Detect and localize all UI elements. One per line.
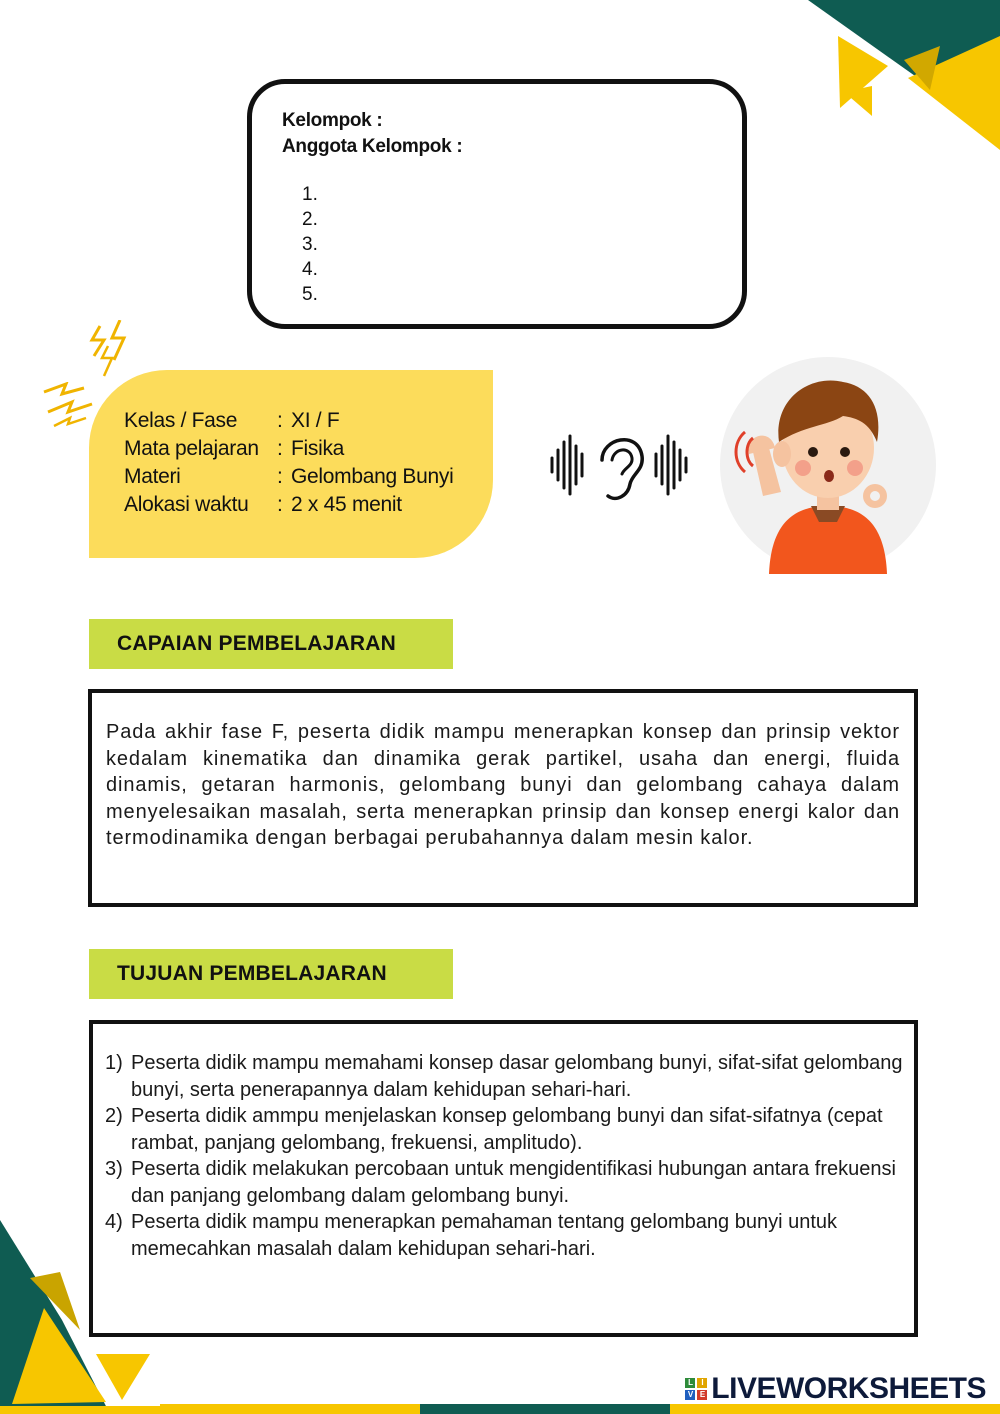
- member-number: 5.: [302, 284, 318, 305]
- member-list: [302, 182, 318, 307]
- tujuan-item: [105, 1209, 904, 1262]
- tujuan-text: Peserta didik melakukan percobaan untuk mengidentifikasi hubungan antara frekuensi dan panjang gelombang dalam gelombang bunyi.: [131, 1158, 896, 1207]
- group-box: [247, 79, 747, 329]
- info-key: Alokasi waktu: [124, 493, 249, 516]
- capaian-heading: CAPAIAN PEMBELAJARAN: [89, 619, 453, 669]
- member-number: 1.: [302, 184, 318, 205]
- info-separator: :: [277, 465, 283, 488]
- anggota-label: Anggota Kelompok :: [282, 136, 463, 157]
- tujuan-heading: TUJUAN PEMBELAJARAN: [89, 949, 453, 999]
- capaian-box: [88, 689, 918, 907]
- tujuan-number: 2): [105, 1105, 123, 1127]
- info-row: [124, 407, 339, 435]
- member-number: 3.: [302, 234, 318, 255]
- tujuan-item: [105, 1156, 904, 1209]
- class-info-panel: [89, 370, 493, 558]
- tujuan-list: [105, 1050, 904, 1262]
- top-right-decoration: [780, 0, 1000, 160]
- tujuan-number: 1): [105, 1052, 123, 1074]
- logo-letter: L: [685, 1378, 695, 1388]
- capaian-text: Pada akhir fase F, peserta didik mampu menerapkan konsep dan prinsip vektor kedalam kinematika dan dinamika gerak partikel, usaha dan energi, fluida dinamis, getaran harmonis, gelombang bunyi dan gelombang cahaya dalam menyelesaikan masalah, serta menerapkan prinsip dan konsep energi kalor dan termodinamika dengan berbagai perubahannya dalam mesin kalor.: [106, 721, 900, 849]
- info-key: Kelas / Fase: [124, 409, 238, 432]
- info-key: Mata pelajaran: [124, 437, 259, 460]
- logo-letter: V: [685, 1390, 695, 1400]
- liveworksheets-logo-icon: [685, 1378, 707, 1400]
- tujuan-text: Peserta didik mampu memahami konsep dasar gelombang bunyi, sifat-sifat gelombang bunyi, serta penerapannya dalam kehidupan sehari-hari.: [131, 1052, 903, 1101]
- kelompok-label: Kelompok :: [282, 110, 383, 131]
- member-number: 4.: [302, 259, 318, 280]
- tujuan-text: Peserta didik mampu menerapkan pemahaman tentang gelombang bunyi untuk memecahkan masalah dalam kehidupan sehari-hari.: [131, 1211, 837, 1260]
- info-separator: :: [277, 437, 283, 460]
- tujuan-number: 4): [105, 1211, 123, 1233]
- logo-letter: E: [697, 1390, 707, 1400]
- tujuan-number: 3): [105, 1158, 123, 1180]
- watermark-text: LIVEWORKSHEETS: [711, 1372, 986, 1405]
- tujuan-box: [89, 1020, 918, 1337]
- info-value: XI / F: [291, 409, 340, 432]
- info-row: [124, 491, 402, 519]
- lightning-icon: [40, 382, 98, 428]
- info-value: Fisika: [291, 437, 345, 460]
- info-value: Gelombang Bunyi: [291, 465, 454, 488]
- tujuan-text: Peserta didik ammpu menjelaskan konsep gelombang bunyi dan sifat-sifatnya (cepat rambat, panjang gelombang, frekuensi, amplitudo).: [131, 1105, 883, 1154]
- tujuan-item: [105, 1050, 904, 1103]
- info-separator: :: [277, 409, 283, 432]
- info-row: [124, 463, 453, 491]
- info-row: [124, 435, 344, 463]
- info-key: Materi: [124, 465, 181, 488]
- member-number: 2.: [302, 209, 318, 230]
- tujuan-item: [105, 1103, 904, 1156]
- boy-listening-illustration: [719, 356, 937, 574]
- ear-sound-icon: [548, 424, 690, 506]
- lightning-icon: [86, 320, 136, 384]
- liveworksheets-watermark[interactable]: [685, 1372, 986, 1406]
- info-value: 2 x 45 menit: [291, 493, 402, 516]
- info-separator: :: [277, 493, 283, 516]
- logo-letter: I: [697, 1378, 707, 1388]
- bottom-stripe-accent: [420, 1404, 670, 1414]
